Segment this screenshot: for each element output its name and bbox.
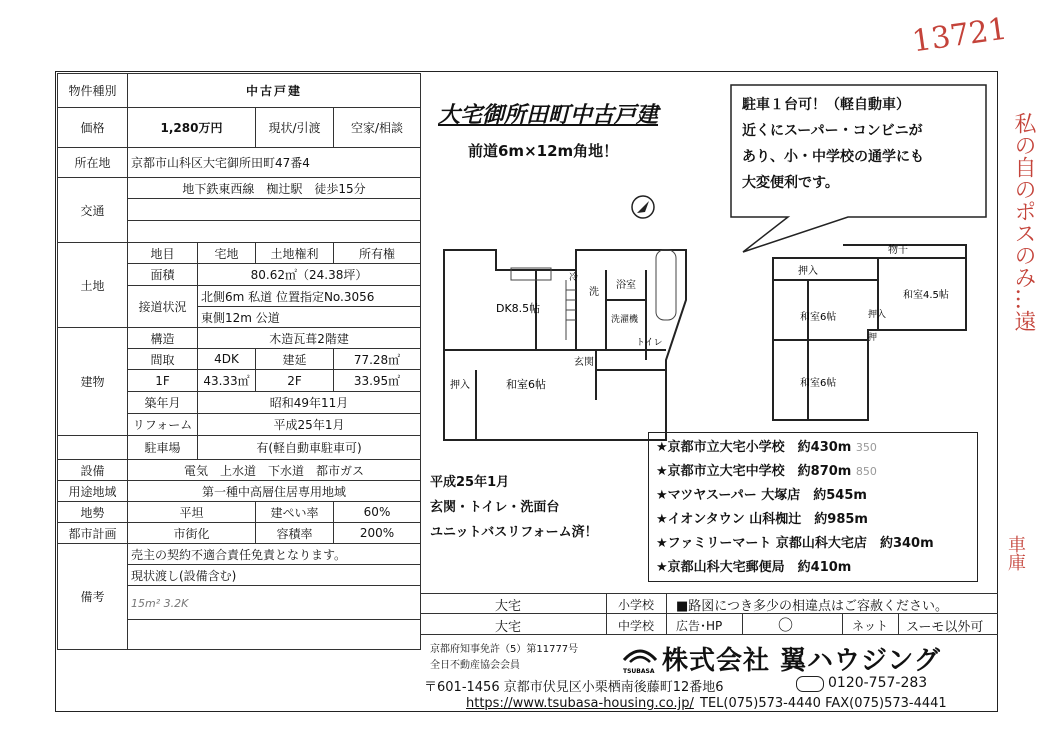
floorplan-2f	[768, 240, 978, 440]
terrain-label: 地勢	[58, 502, 128, 523]
city-plan-label: 都市計画	[58, 523, 128, 544]
bubble-line-4: 大変便利です。	[742, 175, 839, 191]
nearby-item	[656, 532, 976, 556]
land-category-label: 地目	[128, 243, 198, 264]
remarks-line-1: 売主の契約不適合責任免責となります。	[128, 544, 421, 565]
bubble-line-1: 駐車１台可！（軽自動車）	[742, 97, 910, 113]
nearby-name: ★ファミリーマート 京都山科大宅店	[656, 536, 867, 551]
nearby-dist: 約340m	[879, 536, 934, 551]
company-logo-icon	[620, 640, 660, 676]
association: 全日不動産協会会員	[430, 660, 520, 671]
transport-blank-1	[128, 199, 421, 221]
handwritten-side-note: 私の自のポスのみ…遠	[1011, 112, 1036, 332]
land-category: 宅地	[198, 243, 256, 264]
nearby-note: 850	[855, 465, 877, 478]
room-washitsu-1f: 和室6帖	[506, 378, 546, 391]
coverage: 60%	[334, 502, 421, 523]
north-arrow-icon	[628, 192, 658, 222]
net-label: ネット	[852, 619, 889, 633]
nearby-item	[656, 460, 976, 484]
school-rows-top-line	[420, 593, 998, 594]
road-north: 北側6m 私道 位置指定No.3056	[198, 286, 421, 307]
remarks-handwritten	[128, 586, 421, 620]
room-monohoshi: 物干	[888, 245, 908, 256]
nearby-dist: 約410m	[797, 560, 852, 575]
floor-area-label: 建延	[256, 349, 334, 370]
room-washitsu-6a: 和室6帖	[800, 312, 837, 323]
remarks-label: 備考	[58, 544, 128, 650]
layout: 4DK	[198, 349, 256, 370]
room-closet-2f-b: 押入	[868, 310, 887, 320]
map-notice: ■路図につき多少の相違点はご容赦ください。	[676, 599, 949, 614]
price: 1,280万円	[128, 108, 256, 148]
reform-note-line-1: 平成25年1月	[430, 475, 510, 490]
nearby-name: ★京都山科大宅郵便局	[656, 560, 785, 575]
nearby-name: ★イオンタウン 山科椥辻	[656, 512, 802, 527]
zoning: 第一種中高層住居専用地域	[128, 481, 421, 502]
room-fridge: 冷	[569, 273, 579, 283]
built-label: 築年月	[128, 392, 198, 414]
school-col-1	[606, 593, 607, 634]
remarks-line-2: 現状渡し(設備含む)	[128, 565, 421, 586]
built: 昭和49年11月	[198, 392, 421, 414]
nearby-name: ★京都市立大宅小学校	[656, 440, 785, 455]
room-washitsu-45: 和室4.5帖	[903, 290, 949, 301]
room-closet-2f-a: 押入	[798, 266, 818, 277]
room-wash: 洗	[589, 287, 599, 298]
property-type: 中古戸建	[128, 74, 421, 108]
reform-note	[430, 470, 598, 545]
bubble-line-2: 近くにスーパー・コンビニが	[742, 123, 923, 139]
first-floor-label: 1F	[128, 370, 198, 392]
location-label: 所在地	[58, 148, 128, 178]
far: 200%	[334, 523, 421, 544]
transport-label: 交通	[58, 178, 128, 243]
nearby-item	[656, 508, 976, 532]
company-name: 株式会社 翼ハウジング	[662, 646, 941, 676]
listing-subtitle: 前道6m×12m角地！	[468, 142, 619, 160]
remarks-blank	[128, 620, 421, 650]
nearby-list	[656, 436, 976, 580]
reform-note-line-2: 玄関・トイレ・洗面台	[430, 500, 560, 515]
room-closet-1f: 押入	[450, 380, 470, 391]
floorplan-1f	[436, 240, 706, 445]
transport: 地下鉄東西線 椥辻駅 徒歩15分	[128, 178, 421, 199]
bubble-line-3: あり、小・中学校の通学にも	[742, 149, 924, 165]
road-label: 接道状況	[128, 286, 198, 328]
elementary-area: 大宅	[495, 599, 522, 614]
area: 80.62㎡（24.38坪）	[198, 264, 421, 286]
middle-area: 大宅	[495, 620, 522, 635]
location: 京都市山科区大宅御所田町47番4	[128, 148, 421, 178]
coverage-label: 建ぺい率	[256, 502, 334, 523]
remarks-handwritten-text: 15m² 3.2K	[131, 596, 189, 610]
reform-note-line-3: ユニットバスリフォーム済！	[430, 525, 598, 540]
structure-label: 構造	[128, 328, 198, 349]
spec-table	[57, 73, 421, 650]
zoning-label: 用途地域	[58, 481, 128, 502]
bubble-text	[742, 92, 924, 196]
land-rights-label: 土地権利	[256, 243, 334, 264]
tel-fax: TEL(075)573-4440 FAX(075)573-4441	[700, 696, 947, 711]
first-floor-area: 43.33㎡	[198, 370, 256, 392]
school-col-3	[742, 613, 743, 634]
price-label: 価格	[58, 108, 128, 148]
freedial: 0120-757-283	[828, 675, 928, 691]
nearby-name: ★京都市立大宅中学校	[656, 464, 785, 479]
nearby-dist: 約430m	[797, 440, 852, 455]
company-address: 〒601-1456 京都市伏見区小栗栖南後藤町12番地6	[424, 680, 724, 695]
nearby-item	[656, 436, 976, 460]
ad-label: 広告･HP	[676, 619, 723, 633]
room-closet-2f-c: 押	[868, 333, 878, 343]
layout-label: 間取	[128, 349, 198, 370]
school-col-2	[666, 593, 667, 634]
structure: 木造瓦葺2階建	[198, 328, 421, 349]
school-col-5	[898, 613, 899, 634]
room-washitsu-6b: 和室6帖	[800, 378, 837, 389]
license: 京都府知事免許（5）第11777号	[430, 644, 579, 655]
handwritten-side-char: 車庫	[1005, 535, 1026, 571]
handwritten-reference-number: 13721	[910, 11, 1010, 60]
nearby-item	[656, 556, 976, 580]
room-entrance: 玄関	[574, 357, 594, 368]
floor-area: 77.28㎡	[334, 349, 421, 370]
parking: 有(軽自動車駐車可)	[198, 436, 421, 460]
nearby-item	[656, 484, 976, 508]
status-label: 現状/引渡	[256, 108, 334, 148]
reform-label: リフォーム	[128, 414, 198, 436]
nearby-note: 350	[855, 441, 877, 454]
terrain: 平坦	[128, 502, 256, 523]
listing-title: 大宅御所田町中古戸建	[438, 103, 659, 128]
nearby-dist: 約870m	[797, 464, 852, 479]
status: 空家/相談	[334, 108, 421, 148]
area-label: 面積	[128, 264, 198, 286]
net-value: スーモ以外可	[906, 620, 984, 635]
parking-label: 駐車場	[128, 436, 198, 460]
land-label: 土地	[58, 243, 128, 328]
building-label: 建物	[58, 328, 128, 436]
facilities-label: 設備	[58, 460, 128, 481]
room-bath: 浴室	[616, 280, 636, 291]
property-type-label: 物件種別	[58, 74, 128, 108]
company-url[interactable]: https://www.tsubasa-housing.co.jp/	[466, 696, 694, 711]
transport-blank-2	[128, 221, 421, 243]
reform: 平成25年1月	[198, 414, 421, 436]
second-floor-area: 33.95㎡	[334, 370, 421, 392]
land-rights: 所有権	[334, 243, 421, 264]
room-dk: DK8.5帖	[496, 302, 541, 315]
nearby-dist: 約545m	[813, 488, 867, 503]
freedial-icon	[796, 676, 824, 692]
middle-label: 中学校	[618, 619, 655, 633]
elementary-label: 小学校	[618, 598, 655, 612]
facilities: 電気 上水道 下水道 都市ガス	[128, 460, 421, 481]
second-floor-label: 2F	[256, 370, 334, 392]
logo-text: TSUBASA	[623, 668, 655, 675]
room-laundry: 洗濯機	[611, 315, 639, 325]
parking-blank	[58, 436, 128, 460]
far-label: 容積率	[256, 523, 334, 544]
right-panel-border	[420, 73, 421, 593]
road-east: 東側12m 公道	[198, 307, 421, 328]
ad-value: 〇	[778, 616, 794, 634]
nearby-name: ★マツヤスーパー 大塚店	[656, 488, 801, 503]
room-toilet: トイレ	[636, 338, 663, 348]
school-col-4	[842, 613, 843, 634]
city-plan: 市街化	[128, 523, 256, 544]
nearby-dist: 約985m	[814, 512, 868, 527]
